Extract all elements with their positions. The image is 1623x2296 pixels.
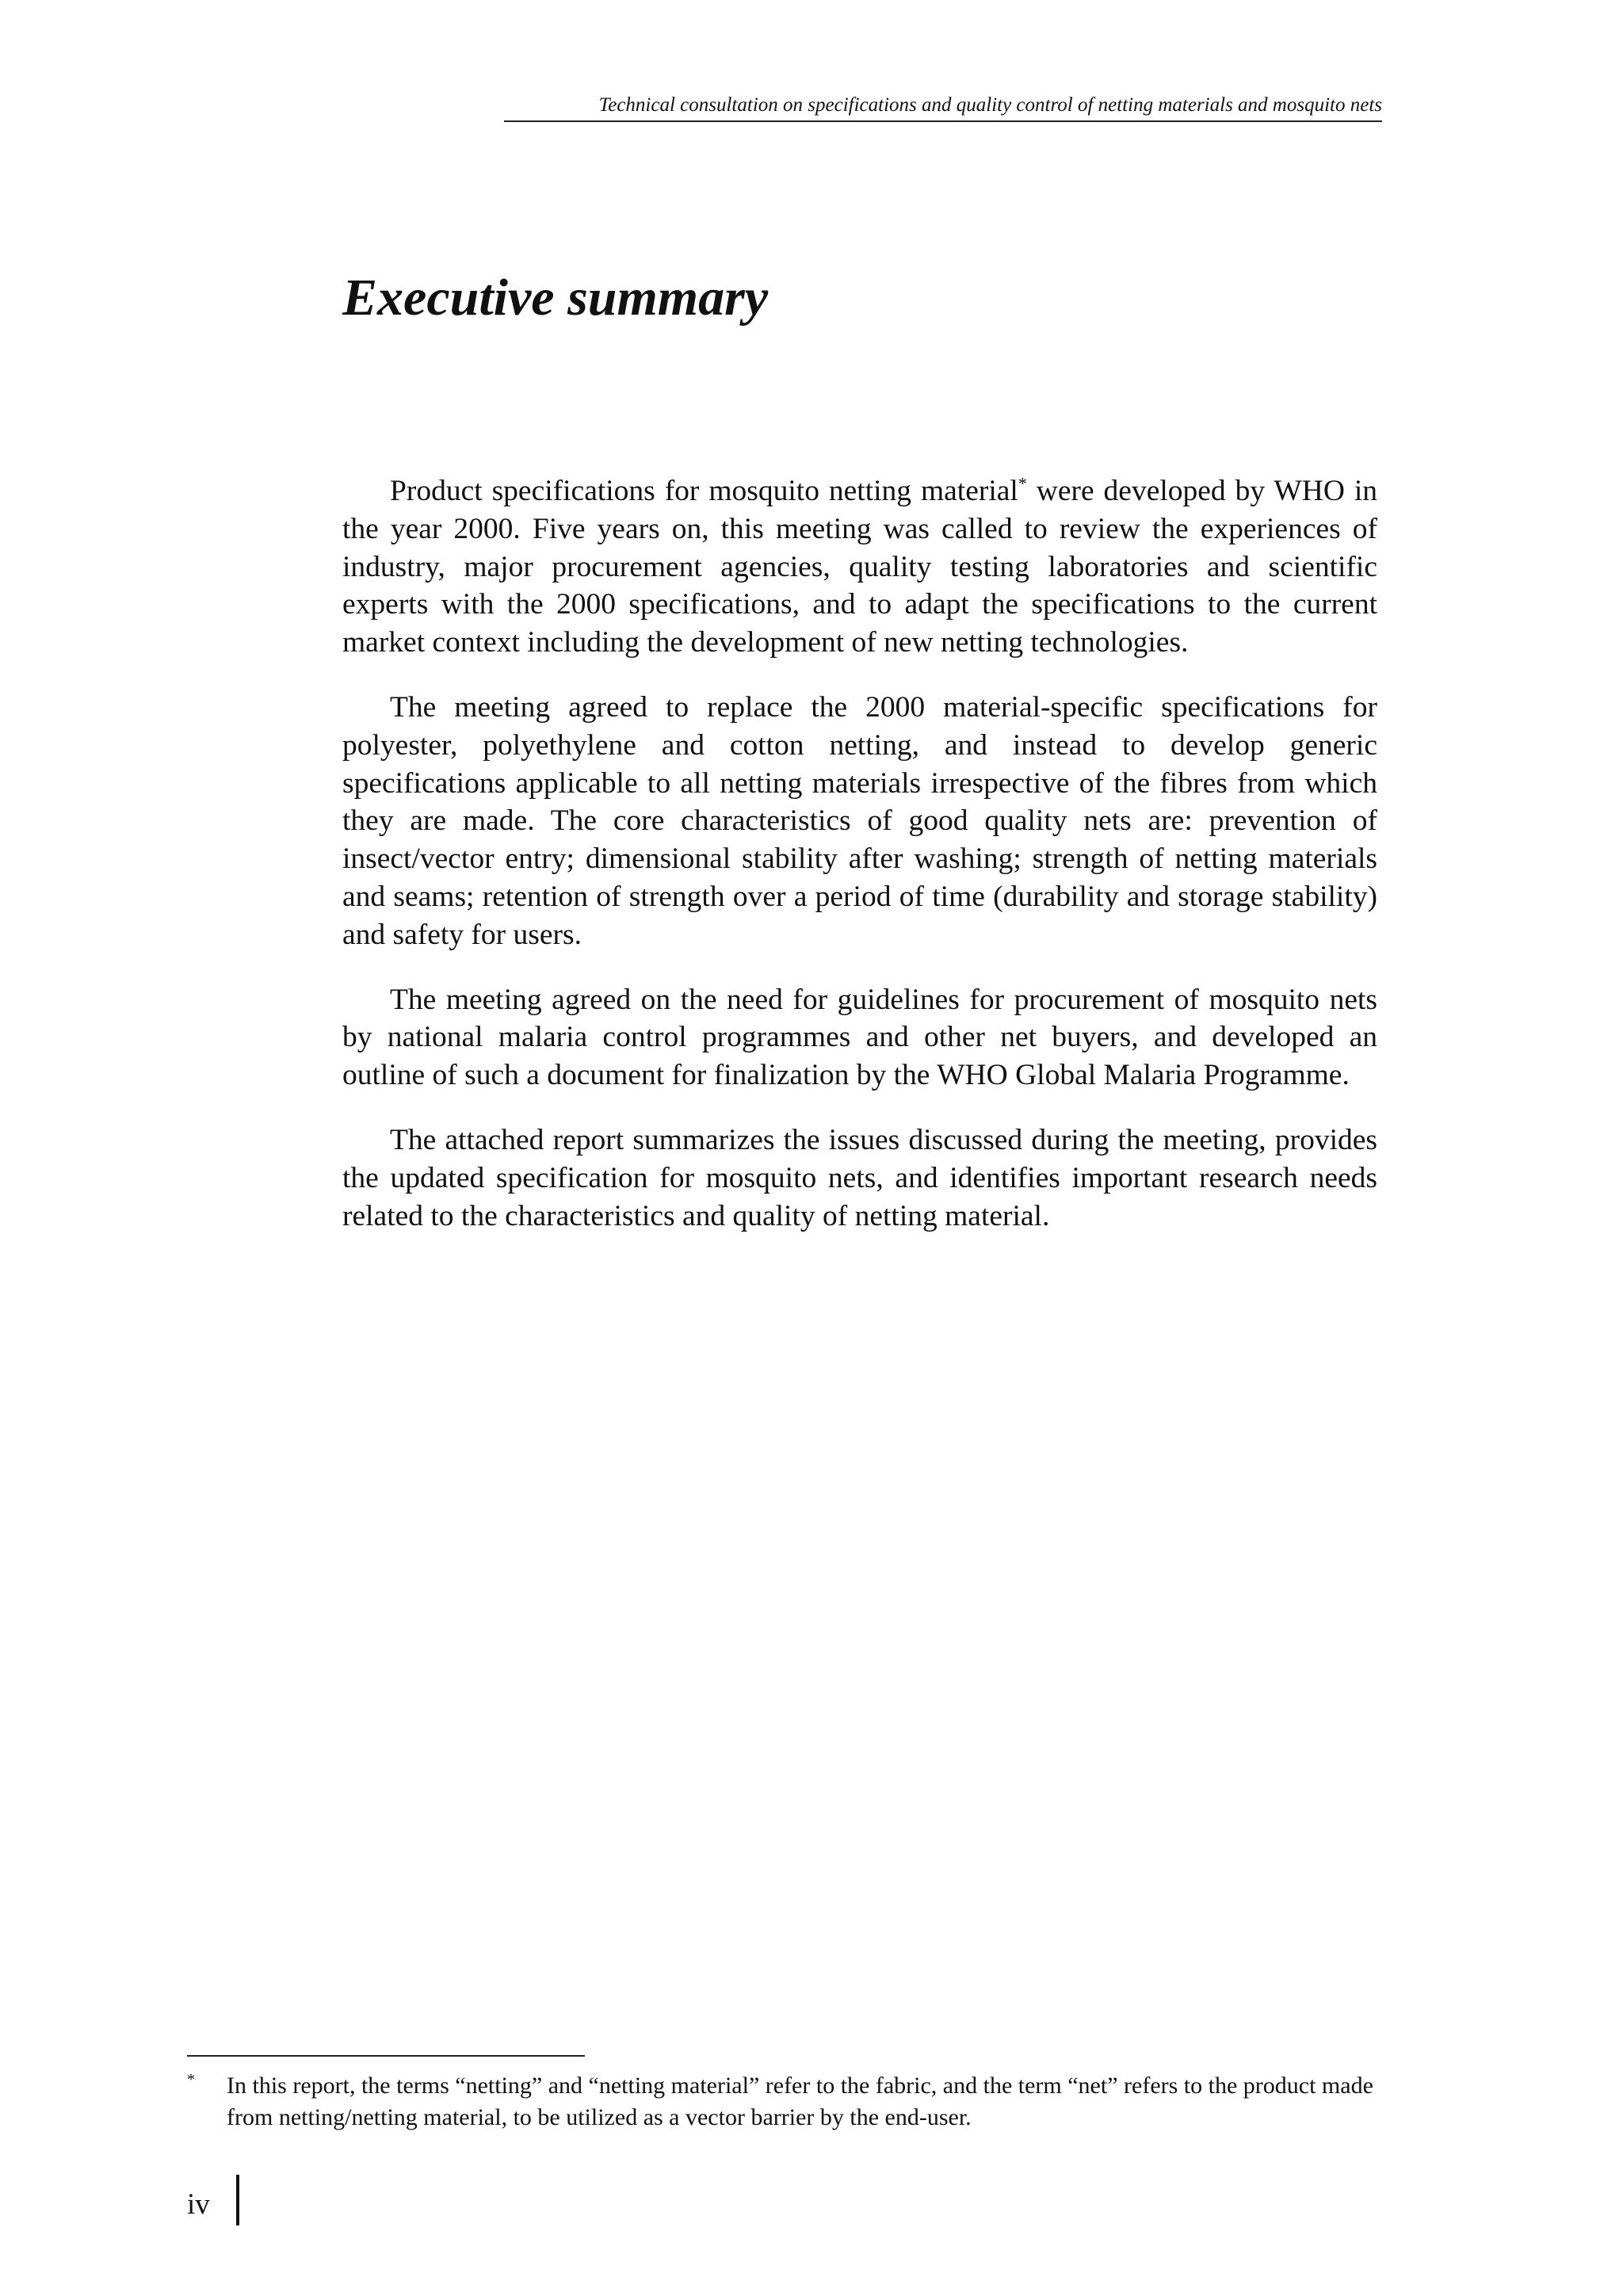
running-header: Technical consultation on specifications and quality control of netting materials and mosquito nets bbox=[504, 92, 1382, 122]
paragraph-1-start: Product specifications for mosquito netting material bbox=[390, 475, 1018, 507]
footnote-text: In this report, the terms “netting” and “netting material” refer to the fabric, and the term “net” refers to the product made from netting/netting material, to be utilized as a vector barrier by the end-user. bbox=[227, 2073, 1373, 2130]
page-number: iv bbox=[187, 2188, 210, 2221]
footnote bbox=[187, 2070, 1376, 2134]
footnote-reference[interactable]: * bbox=[1018, 473, 1027, 494]
page-title: Executive summary bbox=[342, 269, 769, 327]
paragraph-2: The meeting agreed to replace the 2000 material-specific specifications for polyester, polyethylene and cotton netting, and instead to develop generic specifications applicable to all netting materials irrespective of the fibres from which they are made. The core characteristics of good quality nets are: prevention of insect/vector entry; dimensional stability after washing; strength of netting materials and seams; retention of strength over a period of time (durability and storage stability) and safety for users. bbox=[342, 690, 1377, 951]
footnote-rule bbox=[187, 2055, 585, 2057]
paragraph-1 bbox=[342, 472, 1377, 662]
paragraph-1-rest: were developed by WHO in the year 2000. Five years on, this meeting was called to review the experiences of industry, major procurement agencies, quality testing laboratories and scientific experts with the 2000 specifications, and to adapt the specifications to the current market context including the development of new netting technologies. bbox=[342, 475, 1377, 659]
paragraph-3: The meeting agreed on the need for guidelines for procurement of mosquito nets by national malaria control programmes and other net buyers, and developed an outline of such a document for finalization by the WHO Global Malaria Programme. bbox=[342, 983, 1377, 1092]
paragraph-4: The attached report summarizes the issues discussed during the meeting, provides the updated specification for mosquito nets, and identifies important research needs related to the characteristics and quality of netting material. bbox=[342, 1123, 1377, 1232]
footnote-marker: * bbox=[187, 2071, 195, 2088]
page-number-bar bbox=[236, 2175, 239, 2225]
body-text bbox=[342, 472, 1377, 1262]
